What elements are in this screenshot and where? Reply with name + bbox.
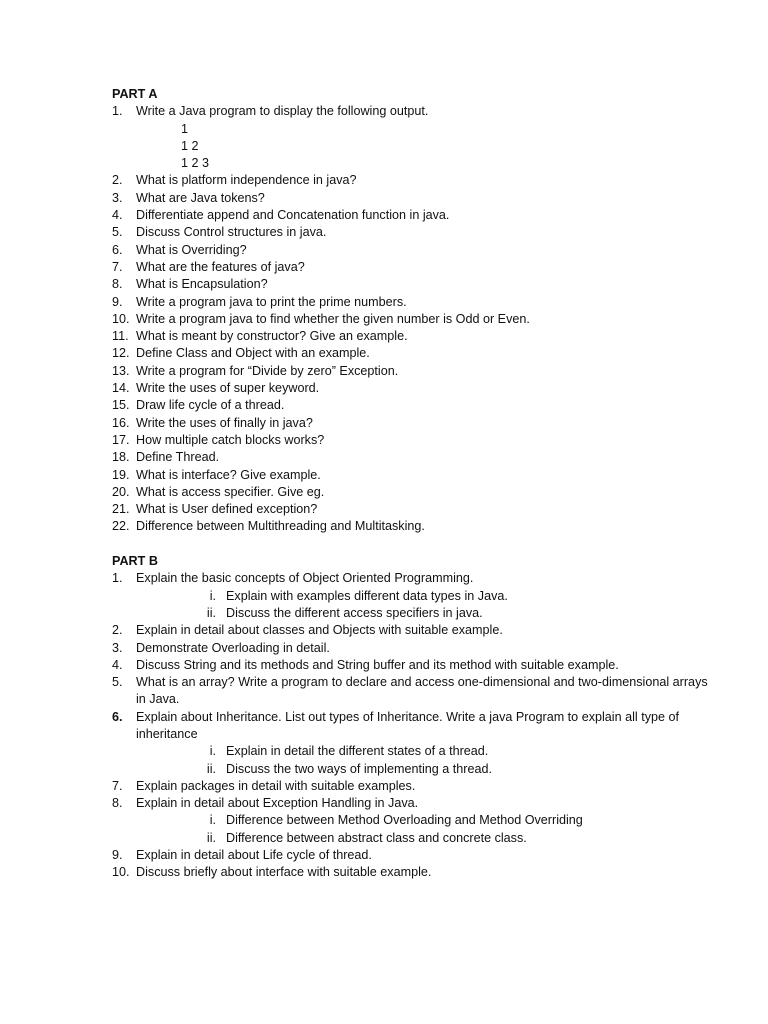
question-text: What is Overriding? bbox=[136, 242, 247, 257]
question-number: 7. bbox=[112, 778, 123, 793]
sub-question-text: Discuss the two ways of implementing a thread. bbox=[226, 761, 492, 776]
part-a-question bbox=[112, 103, 712, 120]
part-a-question bbox=[112, 345, 712, 362]
output-line: 1 2 bbox=[181, 138, 199, 153]
question-number: 11. bbox=[112, 329, 129, 344]
question-number: 19. bbox=[112, 467, 130, 482]
question-number: 12. bbox=[112, 346, 130, 361]
question-text: How multiple catch blocks works? bbox=[136, 432, 325, 447]
question-text: Write a Java program to display the following output. bbox=[136, 104, 429, 119]
question-text: Demonstrate Overloading in detail. bbox=[136, 640, 330, 655]
part-a-question bbox=[112, 363, 712, 380]
question-number: 20. bbox=[112, 484, 130, 499]
sub-question bbox=[112, 605, 712, 622]
question-text: Difference between Multithreading and Multitasking. bbox=[136, 519, 425, 534]
part-b-question bbox=[112, 709, 712, 744]
question-number: 4. bbox=[112, 208, 123, 223]
question-number: 22. bbox=[112, 519, 130, 534]
sub-question-text: Difference between Method Overloading and Method Overriding bbox=[226, 813, 583, 828]
sub-question bbox=[112, 761, 712, 778]
part-a-question bbox=[112, 276, 712, 293]
part-a-question bbox=[112, 190, 712, 207]
part-a-question bbox=[112, 207, 712, 224]
question-text: Write the uses of super keyword. bbox=[136, 381, 320, 396]
question-text: Explain in detail about Exception Handling in Java. bbox=[136, 796, 419, 811]
sub-question-text: Difference between abstract class and concrete class. bbox=[226, 830, 527, 845]
question-text: What are the features of java? bbox=[136, 259, 305, 274]
part-a-question bbox=[112, 432, 712, 449]
question-number: 14. bbox=[112, 381, 130, 396]
question-number: 21. bbox=[112, 502, 130, 517]
part-a-question bbox=[112, 259, 712, 276]
question-text: Explain in detail about Life cycle of thread. bbox=[136, 848, 372, 863]
question-text: What is Encapsulation? bbox=[136, 277, 268, 292]
question-number: 13. bbox=[112, 363, 130, 378]
question-text: Define Class and Object with an example. bbox=[136, 346, 370, 361]
output-line: 1 bbox=[181, 121, 189, 136]
sub-question-text: Discuss the different access specifiers in java. bbox=[226, 605, 483, 620]
question-text: Explain about Inheritance. List out types of Inheritance. Write a java Program to explain all type of inheritance bbox=[136, 709, 680, 741]
question-number: 8. bbox=[112, 796, 123, 811]
question-text: Define Thread. bbox=[136, 450, 220, 465]
question-number: 6. bbox=[112, 242, 123, 257]
question-number: 5. bbox=[112, 225, 123, 240]
part-b-question bbox=[112, 622, 712, 639]
part-b-question bbox=[112, 640, 712, 657]
part-b-question bbox=[112, 847, 712, 864]
question-text: Write a program java to find whether the given number is Odd or Even. bbox=[136, 311, 530, 326]
question-number: 10. bbox=[112, 865, 130, 880]
part-a-question bbox=[112, 294, 712, 311]
part-b-question bbox=[112, 864, 712, 881]
sub-question-text: Explain with examples different data types in Java. bbox=[226, 588, 508, 603]
part-a-question bbox=[112, 380, 712, 397]
sub-question-number: ii. bbox=[206, 830, 216, 845]
part-a-question bbox=[112, 172, 712, 189]
sub-question-number: ii. bbox=[206, 605, 216, 620]
sub-question bbox=[112, 830, 712, 847]
sub-question-text: Explain in detail the different states of a thread. bbox=[226, 744, 489, 759]
question-text: Discuss String and its methods and String buffer and its method with suitable example. bbox=[136, 657, 619, 672]
part-b-question bbox=[112, 674, 712, 709]
sub-question bbox=[112, 743, 712, 760]
question-number: 3. bbox=[112, 190, 123, 205]
question-number: 18. bbox=[112, 450, 130, 465]
question-number: 17. bbox=[112, 432, 130, 447]
sub-question bbox=[112, 812, 712, 829]
part-a-question bbox=[112, 328, 712, 345]
question-text: Differentiate append and Concatenation function in java. bbox=[136, 208, 450, 223]
section-gap bbox=[112, 536, 712, 553]
sub-question-number: i. bbox=[209, 744, 216, 759]
question-number: 9. bbox=[112, 294, 123, 309]
part-b-question bbox=[112, 795, 712, 812]
question-text: What are Java tokens? bbox=[136, 190, 265, 205]
part-b-heading: PART B bbox=[112, 554, 158, 569]
part-b-question bbox=[112, 778, 712, 795]
part-b-question bbox=[112, 657, 712, 674]
question-text: What is access specifier. Give eg. bbox=[136, 484, 325, 499]
part-a-question bbox=[112, 242, 712, 259]
question-number: 15. bbox=[112, 398, 130, 413]
document-page bbox=[112, 86, 712, 882]
question-number: 9. bbox=[112, 848, 123, 863]
question-text: Explain in detail about classes and Objects with suitable example. bbox=[136, 623, 503, 638]
part-a-question bbox=[112, 501, 712, 518]
part-a-question bbox=[112, 415, 712, 432]
part-a-question bbox=[112, 224, 712, 241]
part-a-heading: PART A bbox=[112, 87, 158, 101]
question-text: Draw life cycle of a thread. bbox=[136, 398, 285, 413]
question-number: 5. bbox=[112, 675, 123, 690]
question-text: Discuss Control structures in java. bbox=[136, 225, 327, 240]
question-text: Write the uses of finally in java? bbox=[136, 415, 313, 430]
question-text: Explain the basic concepts of Object Oriented Programming. bbox=[136, 571, 474, 586]
output-line: 1 2 3 bbox=[181, 156, 210, 171]
part-a-question bbox=[112, 484, 712, 501]
question-text: What is an array? Write a program to declare and access one-dimensional and two-dimensional arrays in Java. bbox=[136, 675, 708, 707]
sub-question-number: i. bbox=[209, 813, 216, 828]
part-a-question bbox=[112, 518, 712, 535]
question-number: 2. bbox=[112, 173, 123, 188]
question-text: Explain packages in detail with suitable examples. bbox=[136, 778, 416, 793]
question-number: 8. bbox=[112, 277, 123, 292]
question-text: What is interface? Give example. bbox=[136, 467, 321, 482]
question-number: 1. bbox=[112, 571, 123, 586]
question-number: 3. bbox=[112, 640, 123, 655]
question-text: Write a program for “Divide by zero” Exception. bbox=[136, 363, 399, 378]
sub-question bbox=[112, 588, 712, 605]
question-number: 1. bbox=[112, 104, 123, 119]
part-a-question bbox=[112, 311, 712, 328]
sub-question-number: i. bbox=[209, 588, 216, 603]
question-number: 2. bbox=[112, 623, 123, 638]
part-a-question bbox=[112, 467, 712, 484]
part-a-question bbox=[112, 397, 712, 414]
question-number: 6. bbox=[112, 709, 123, 724]
question-text: What is platform independence in java? bbox=[136, 173, 357, 188]
part-b-question bbox=[112, 570, 712, 587]
question-text: Discuss briefly about interface with suitable example. bbox=[136, 865, 432, 880]
part-a-question bbox=[112, 449, 712, 466]
question-number: 16. bbox=[112, 415, 130, 430]
sub-question-number: ii. bbox=[206, 761, 216, 776]
question-text: Write a program java to print the prime numbers. bbox=[136, 294, 407, 309]
question-text: What is User defined exception? bbox=[136, 502, 318, 517]
question-text: What is meant by constructor? Give an example. bbox=[136, 329, 408, 344]
question-number: 10. bbox=[112, 311, 130, 326]
question-number: 7. bbox=[112, 259, 123, 274]
question-number: 4. bbox=[112, 657, 123, 672]
